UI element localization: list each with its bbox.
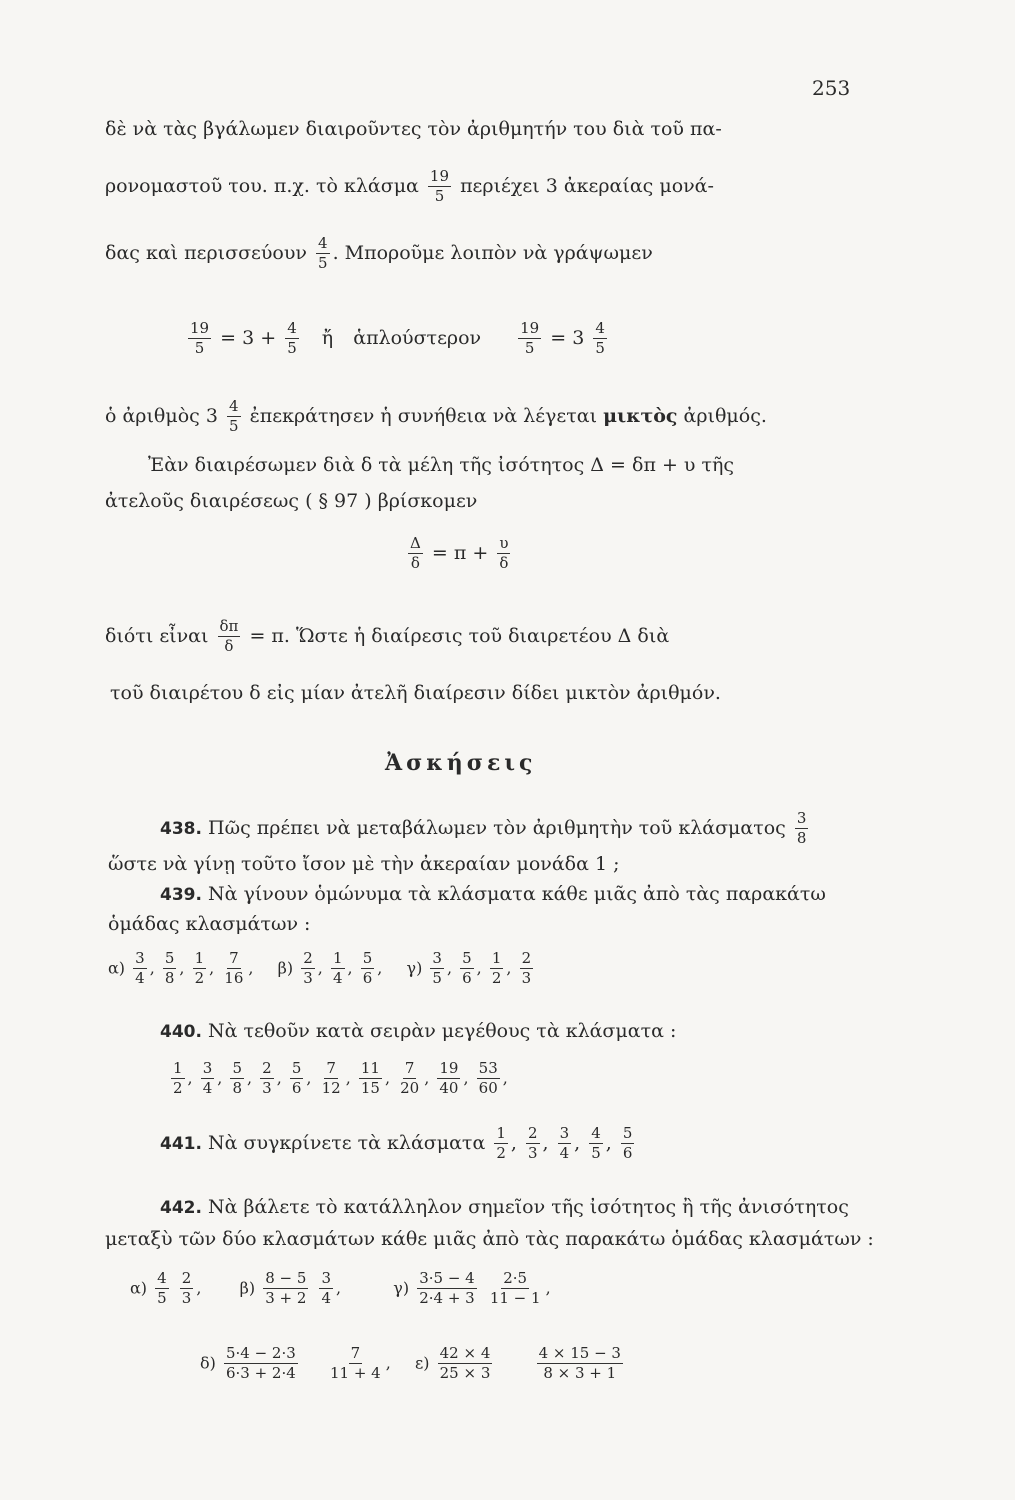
denominator: 5 bbox=[524, 339, 535, 358]
text-span: = 3 bbox=[550, 326, 585, 349]
numerator: 4 bbox=[593, 320, 607, 339]
numerator: 2 bbox=[520, 950, 534, 969]
group-label: β) bbox=[239, 1278, 256, 1298]
fraction bbox=[398, 1060, 421, 1098]
denominator: δ bbox=[499, 554, 509, 573]
numerator: 3 bbox=[795, 810, 809, 829]
fraction bbox=[319, 1270, 333, 1308]
numerator: Δ bbox=[408, 535, 423, 554]
group-label: α) bbox=[130, 1278, 148, 1298]
fraction bbox=[537, 1345, 623, 1383]
numerator: 4 × 15 − 3 bbox=[537, 1345, 623, 1364]
text-line: ἀτελοῦς διαιρέσεως ( § 97 ) βρίσκομεν bbox=[105, 490, 478, 512]
fraction bbox=[795, 810, 809, 848]
exercise-442-row2: δ) $\frac{5\cdot 4 - 2\cdot 3}{6\cdot 3 + 2\cdot 4}$ $\frac{7}{11 + 4}$ , ε) $\frac{42 \times 4}{25 \times 3}$ $\frac{4 \times 15 - 3}{8 \times 3 + 1}$ bbox=[200, 1344, 621, 1383]
numerator: 19 bbox=[188, 320, 211, 339]
numerator: 19 bbox=[428, 168, 451, 187]
exercise-441: 441. Νὰ συγκρίνετε τὰ κλάσματα $\frac{1}{2}$ , $\frac{2}{3}$ , $\frac{3}{4}$ , $\frac{4}{5}$ , $\frac{5}{6}$ bbox=[160, 1124, 633, 1163]
exercise-number: 438. bbox=[160, 818, 202, 839]
fraction bbox=[201, 1060, 215, 1098]
exercise-number: 442. bbox=[160, 1198, 202, 1218]
exercise-442 bbox=[160, 1198, 849, 1217]
numerator: 19 bbox=[518, 320, 541, 339]
denominator: 4 bbox=[559, 1144, 570, 1163]
text-line: ὥστε νὰ γίνῃ τοῦτο ἴσον μὲ τὴν ἀκεραίαν μονάδα 1 ; bbox=[108, 853, 620, 875]
numerator: 19 bbox=[437, 1060, 460, 1079]
text-span: ὁ ἀριθμὸς 3 bbox=[105, 404, 218, 427]
fraction bbox=[155, 1270, 169, 1308]
denominator: 3 bbox=[527, 1144, 538, 1163]
fraction bbox=[558, 1125, 572, 1163]
exercise-439 bbox=[160, 885, 826, 904]
fraction bbox=[285, 320, 299, 358]
denominator: 6 bbox=[362, 969, 373, 988]
text-span: δας καὶ περισσεύουν bbox=[105, 241, 307, 264]
fraction bbox=[490, 950, 504, 988]
fraction bbox=[222, 950, 245, 988]
denominator: 2 bbox=[496, 1144, 506, 1163]
denominator: 5 bbox=[591, 1144, 601, 1163]
numerator: 1 bbox=[193, 950, 207, 969]
text-line: μεταξὺ τῶν δύο κλασμάτων κάθε μιᾶς ἀπὸ τὰς παρακάτω ὁμάδας κλασμάτων : bbox=[105, 1228, 874, 1250]
fraction bbox=[301, 950, 315, 988]
numerator: 4 bbox=[589, 1125, 603, 1144]
denominator: δ bbox=[224, 637, 234, 656]
denominator: 11 + 4 bbox=[329, 1364, 381, 1383]
numerator: 2·5 bbox=[501, 1270, 529, 1289]
text-span: . Μποροῦμε λοιπὸν νὰ γράψωμεν bbox=[332, 241, 653, 264]
denominator: 5 bbox=[194, 339, 205, 358]
numerator: 5 bbox=[361, 950, 375, 969]
fraction bbox=[133, 950, 147, 988]
numerator: υ bbox=[497, 535, 510, 554]
text-line bbox=[105, 168, 714, 206]
numerator: 8 − 5 bbox=[263, 1270, 308, 1289]
text-line bbox=[105, 398, 767, 436]
fraction bbox=[263, 1270, 308, 1308]
fraction bbox=[518, 320, 541, 358]
denominator: 5 bbox=[434, 187, 445, 206]
fraction bbox=[437, 1060, 460, 1098]
text-span: Νὰ βάλετε τὸ κατάλληλον σημεῖον τῆς ἰσότητος ἢ τῆς ἀνισότητος bbox=[208, 1196, 849, 1218]
text-line bbox=[105, 618, 669, 656]
numerator: 4 bbox=[285, 320, 299, 339]
exercise-439-groups: α) $\frac{3}{4}$ , $\frac{5}{8}$ , $\frac{1}{2}$ , $\frac{7}{16}$ , β) $\frac{2}{3}$ , $\frac{1}{4}$ , $\frac{5}{6}$ , γ) $\frac{3}{5}$ , $\frac{5}{6}$ , $\frac{1}{2}$ , $\frac{2}{3}$ bbox=[108, 949, 532, 988]
numerator: δπ bbox=[218, 618, 241, 637]
numerator: 3 bbox=[319, 1270, 333, 1289]
denominator: δ bbox=[410, 554, 420, 573]
numerator: 5 bbox=[230, 1060, 244, 1079]
numerator: 3 bbox=[558, 1125, 572, 1144]
group-label: β) bbox=[277, 958, 294, 978]
denominator: 5 bbox=[432, 969, 442, 988]
numerator: 3 bbox=[430, 950, 444, 969]
fraction bbox=[477, 1060, 500, 1098]
numerator: 53 bbox=[477, 1060, 500, 1079]
denominator: 5 bbox=[595, 339, 605, 358]
denominator: 11 − 1 bbox=[489, 1289, 541, 1308]
fraction bbox=[438, 1345, 493, 1383]
group-label: γ) bbox=[393, 1278, 410, 1298]
denominator: 6 bbox=[462, 969, 472, 988]
fraction bbox=[621, 1125, 635, 1163]
numerator: 4 bbox=[155, 1270, 169, 1289]
fraction bbox=[316, 235, 330, 273]
denominator: 3 bbox=[303, 969, 313, 988]
denominator: 8 bbox=[232, 1079, 242, 1098]
text-span: = π + bbox=[431, 541, 489, 564]
numerator: 7 bbox=[403, 1060, 417, 1079]
denominator: 4 bbox=[332, 969, 343, 988]
text-line: δὲ νὰ τὰς βγάλωμεν διαιροῦντες τὸν ἀριθμητήν του διὰ τοῦ πα- bbox=[105, 118, 722, 140]
denominator: 4 bbox=[321, 1289, 332, 1308]
exercise-442-row1: α) $\frac{4}{5}$ $\frac{2}{3}$ , β) $\frac{8 - 5}{3 + 2}$ $\frac{3}{4}$ , γ) $\frac{3\cdot 5 - 4}{2\cdot 4 + 3}$ $\frac{2\cdot 5}{11 - 1}$ , bbox=[130, 1269, 551, 1308]
denominator: 5 bbox=[157, 1289, 167, 1308]
numerator: 1 bbox=[490, 950, 504, 969]
exercise-number: 440. bbox=[160, 1022, 202, 1042]
exercise-440 bbox=[160, 1022, 676, 1041]
text-span: = 3 + bbox=[220, 326, 277, 349]
fraction bbox=[589, 1125, 603, 1163]
text-span: Νὰ συγκρίνετε τὰ κλάσματα bbox=[208, 1131, 486, 1154]
denominator: 3 bbox=[262, 1079, 272, 1098]
denominator: 2 bbox=[173, 1079, 183, 1098]
denominator: 16 bbox=[224, 969, 244, 988]
text-span: περιέχει 3 ἀκεραίας μονά- bbox=[460, 174, 714, 197]
fraction bbox=[526, 1125, 540, 1163]
text-line bbox=[105, 235, 653, 273]
denominator: 4 bbox=[135, 969, 145, 988]
page-number: 253 bbox=[812, 76, 851, 100]
text-span: διότι εἶναι bbox=[105, 624, 209, 647]
exercise-438 bbox=[160, 810, 811, 848]
denominator: 20 bbox=[400, 1079, 420, 1098]
exercise-440-fractions: $\frac{1}{2}$ , $\frac{3}{4}$ , $\frac{5}{8}$ , $\frac{2}{3}$ , $\frac{5}{6}$ , $\frac{7}{12}$ , $\frac{11}{15}$ , $\frac{7}{20}$ , $\frac{19}{40}$ , $\frac{53}{60}$ , bbox=[173, 1059, 508, 1098]
text-span: = π. Ὥστε ἡ διαίρεσις τοῦ διαιρετέου Δ διὰ bbox=[249, 624, 670, 647]
text-span: Νὰ τεθοῦν κατὰ σειρὰν μεγέθους τὰ κλάσματα : bbox=[208, 1020, 677, 1042]
text-span: ἤ bbox=[321, 326, 334, 349]
denominator: 2·4 + 3 bbox=[419, 1289, 475, 1308]
numerator: 1 bbox=[331, 950, 345, 969]
denominator: 40 bbox=[439, 1079, 459, 1098]
fraction bbox=[497, 535, 510, 573]
exercise-number: 439. bbox=[160, 885, 202, 905]
group-label: α) bbox=[108, 958, 126, 978]
numerator: 11 bbox=[359, 1060, 382, 1079]
numerator: 2 bbox=[301, 950, 315, 969]
denominator: 25 × 3 bbox=[439, 1364, 491, 1383]
fraction bbox=[520, 950, 534, 988]
numerator: 2 bbox=[526, 1125, 540, 1144]
equation-division bbox=[405, 535, 513, 573]
denominator: 6 bbox=[622, 1144, 633, 1163]
numerator: 4 bbox=[316, 235, 330, 254]
numerator: 2 bbox=[180, 1270, 194, 1289]
fraction bbox=[193, 950, 207, 988]
denominator: 8 × 3 + 1 bbox=[543, 1364, 617, 1383]
fraction bbox=[430, 950, 444, 988]
numerator: 5 bbox=[163, 950, 177, 969]
fraction bbox=[488, 1270, 543, 1308]
fraction bbox=[428, 168, 451, 206]
fraction bbox=[331, 950, 345, 988]
numerator: 5 bbox=[290, 1060, 304, 1079]
text-span: ἁπλούστερον bbox=[353, 326, 482, 349]
fraction bbox=[320, 1060, 343, 1098]
fraction bbox=[163, 950, 177, 988]
fraction bbox=[230, 1060, 244, 1098]
numerator: 3 bbox=[201, 1060, 215, 1079]
numerator: 4 bbox=[227, 398, 241, 417]
denominator: 8 bbox=[796, 829, 807, 848]
text-span: Πῶς πρέπει νὰ μεταβάλωμεν τὸν ἀριθμητὴν τοῦ κλάσματος bbox=[208, 816, 786, 839]
denominator: 4 bbox=[202, 1079, 213, 1098]
fraction bbox=[328, 1345, 383, 1383]
fraction bbox=[417, 1270, 477, 1308]
fraction bbox=[171, 1060, 185, 1098]
numerator: 3 bbox=[133, 950, 147, 969]
numerator: 3·5 − 4 bbox=[417, 1270, 477, 1289]
numerator: 1 bbox=[494, 1125, 508, 1144]
group-label: γ) bbox=[406, 958, 423, 978]
denominator: 3 bbox=[521, 969, 532, 988]
fraction bbox=[218, 618, 241, 656]
denominator: 3 bbox=[181, 1289, 192, 1308]
text-span: ἀριθμός. bbox=[683, 404, 767, 427]
denominator: 3 + 2 bbox=[265, 1289, 307, 1308]
denominator: 60 bbox=[478, 1079, 498, 1098]
fraction bbox=[359, 1060, 382, 1098]
fraction bbox=[227, 398, 241, 436]
fraction bbox=[224, 1345, 298, 1383]
section-heading: Ἀσκήσεις bbox=[385, 750, 537, 776]
exercise-number: 441. bbox=[160, 1133, 202, 1154]
group-label: ε) bbox=[415, 1353, 430, 1373]
fraction bbox=[408, 535, 423, 573]
numerator: 7 bbox=[349, 1345, 363, 1364]
denominator: 15 bbox=[360, 1079, 380, 1098]
fraction bbox=[593, 320, 607, 358]
fraction bbox=[361, 950, 375, 988]
text-span: ρονομαστοῦ του. π.χ. τὸ κλάσμα bbox=[105, 174, 419, 197]
denominator: 6 bbox=[291, 1079, 302, 1098]
group-label: δ) bbox=[200, 1353, 216, 1373]
numerator: 7 bbox=[227, 950, 241, 969]
numerator: 5·4 − 2·3 bbox=[224, 1345, 298, 1364]
numerator: 7 bbox=[324, 1060, 338, 1079]
denominator: 5 bbox=[287, 339, 297, 358]
equation-mixed-number bbox=[185, 320, 610, 358]
fraction bbox=[494, 1125, 508, 1163]
fraction bbox=[290, 1060, 304, 1098]
denominator: 5 bbox=[228, 417, 239, 436]
text-line: ὁμάδας κλασμάτων : bbox=[108, 913, 311, 935]
text-span: Νὰ γίνουν ὁμώνυμα τὰ κλάσματα κάθε μιᾶς ἀπὸ τὰς παρακάτω bbox=[208, 883, 826, 905]
fraction bbox=[180, 1270, 194, 1308]
denominator: 2 bbox=[194, 969, 205, 988]
text-span: ἐπεκράτησεν ἡ συνήθεια νὰ λέγεται bbox=[249, 404, 598, 427]
denominator: 5 bbox=[318, 254, 328, 273]
bold-term: μικτὸς bbox=[603, 404, 678, 427]
numerator: 5 bbox=[460, 950, 474, 969]
denominator: 12 bbox=[321, 1079, 341, 1098]
denominator: 2 bbox=[491, 969, 502, 988]
fraction bbox=[460, 950, 474, 988]
numerator: 5 bbox=[621, 1125, 635, 1144]
fraction bbox=[188, 320, 211, 358]
denominator: 8 bbox=[164, 969, 175, 988]
fraction bbox=[260, 1060, 274, 1098]
numerator: 2 bbox=[260, 1060, 274, 1079]
numerator: 1 bbox=[171, 1060, 185, 1079]
numerator: 42 × 4 bbox=[438, 1345, 493, 1364]
text-line: τοῦ διαιρέτου δ εἰς μίαν ἀτελῆ διαίρεσιν δίδει μικτὸν ἀριθμόν. bbox=[110, 682, 721, 704]
text-line: Ἐὰν διαιρέσωμεν διὰ δ τὰ μέλη τῆς ἰσότητος Δ = δπ + υ τῆς bbox=[148, 454, 735, 476]
denominator: 6·3 + 2·4 bbox=[225, 1364, 296, 1383]
